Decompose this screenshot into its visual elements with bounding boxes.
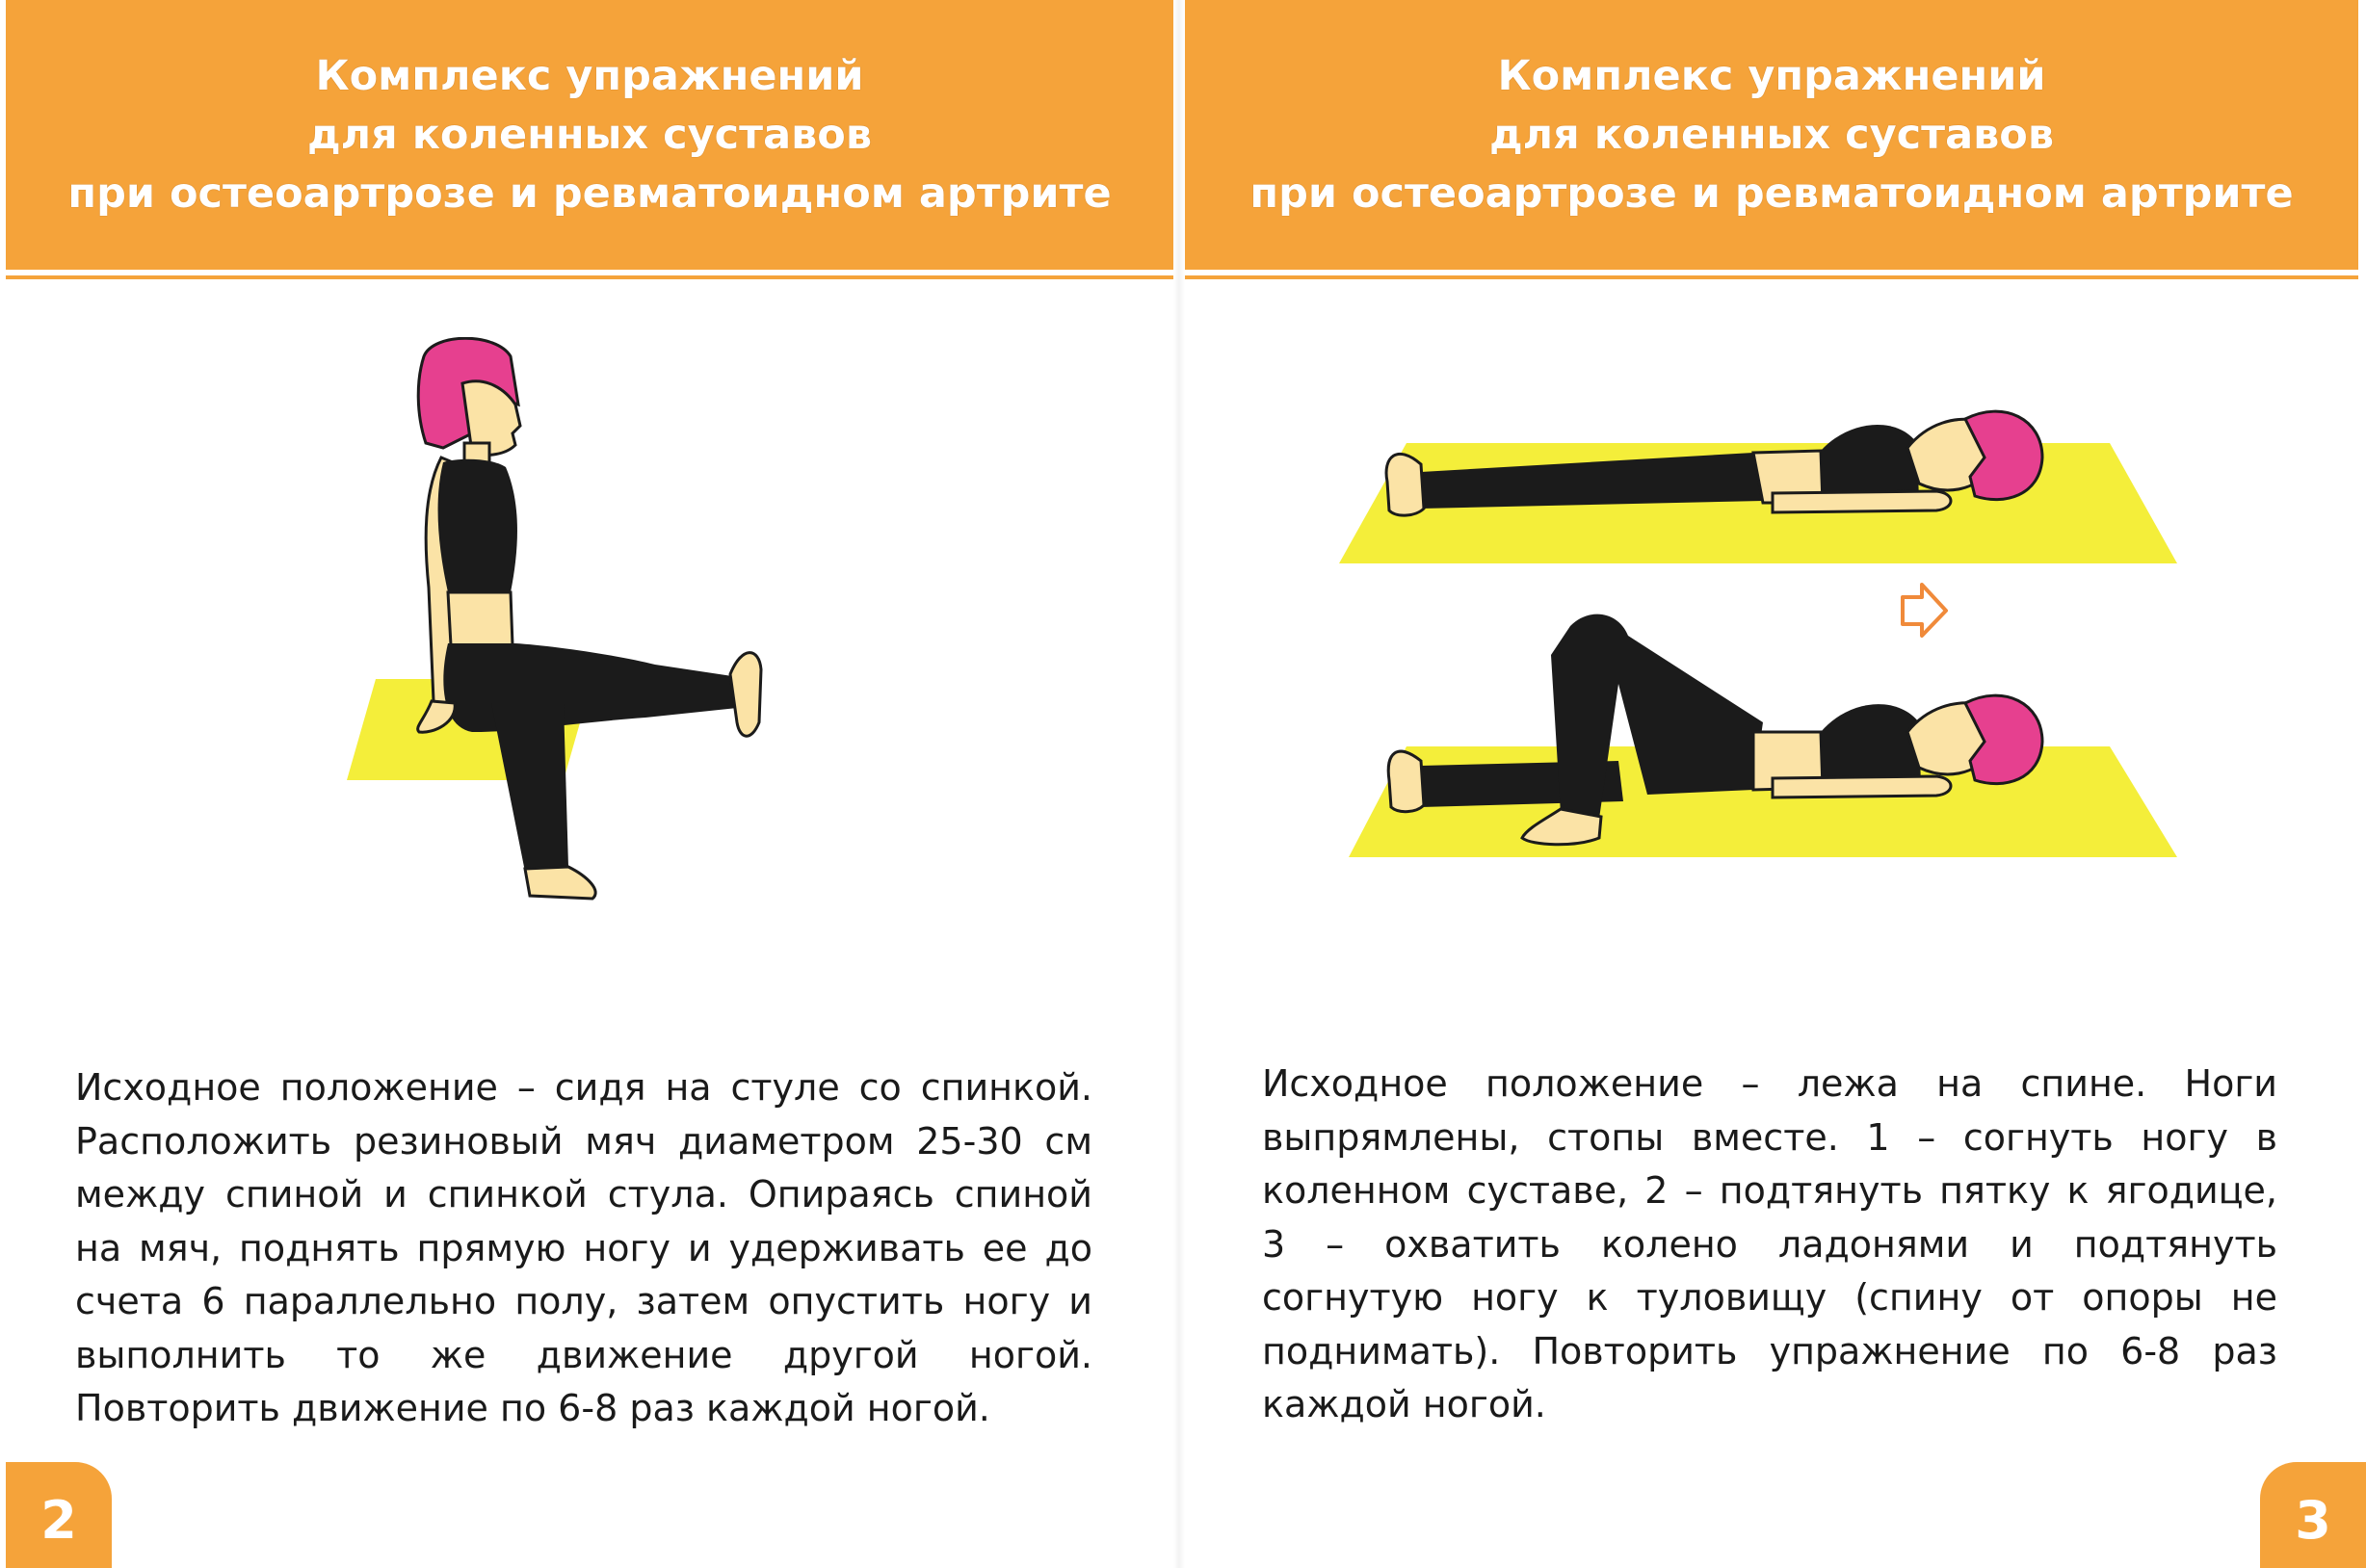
arm-bottom <box>1773 776 1951 797</box>
right-header-rule <box>1185 275 2358 279</box>
lying-knee-bend-illustration <box>1329 405 2177 876</box>
left-header-rule <box>6 275 1173 279</box>
next-step-arrow-icon <box>1903 585 1946 636</box>
left-title-line1: Комплекс упражнений <box>315 51 864 100</box>
left-exercise-description: Исходное положение – сидя на стуле со спинкой. Расположить резиновый мяч диаметром 25-30 см между спиной и спинкой стула. Опираясь спиной на мяч, поднять прямую ногу и удерживать ее до счета 6 параллельно полу, затем опустить ногу и выполнить то же движение другой ногой. Повторить движение по 6-8 раз каждой ногой. <box>75 1066 1092 1429</box>
arm-top <box>1773 491 1951 512</box>
right-page-title <box>1249 47 2293 223</box>
left-page-number: 2 <box>6 1462 112 1568</box>
left-page <box>0 0 1179 1568</box>
right-title-line3: при остеоартрозе и ревматоидном артрите <box>1249 169 2294 218</box>
right-page <box>1179 0 2366 1568</box>
left-title-line2: для коленных суставов <box>306 110 873 159</box>
seated-leg-raise-illustration <box>328 337 828 905</box>
pants-raised-leg <box>443 643 737 732</box>
right-title-line1: Комплекс упражнений <box>1497 51 2046 100</box>
foot-raised <box>730 653 761 737</box>
leg-bent-bottom <box>1551 614 1763 819</box>
left-header-banner <box>6 0 1173 270</box>
foot-ground <box>525 867 595 899</box>
left-page-title <box>67 47 1111 223</box>
left-title-line3: при остеоартрозе и ревматоидном артрите <box>67 169 1112 218</box>
right-header-banner <box>1185 0 2358 270</box>
midriff <box>448 592 513 645</box>
feet-top <box>1386 454 1424 515</box>
right-exercise-description: Исходное положение – лежа на спине. Ноги выпрямлены, стопы вместе. 1 – согнуть ногу в коленном суставе, 2 – подтянуть пятку к ягодице, 3 – охватить колено ладонями и подтянуть согнутую ногу к туловищу (спину от опоры не поднимать). Повторить упражнение по 6-8 раз каждой ногой. <box>1262 1062 2277 1425</box>
right-title-line2: для коленных суставов <box>1488 110 2055 159</box>
sports-top <box>438 459 517 592</box>
foot-straight-bottom <box>1388 751 1424 812</box>
right-page-number: 3 <box>2260 1462 2366 1568</box>
pants-supporting-leg <box>491 703 568 872</box>
